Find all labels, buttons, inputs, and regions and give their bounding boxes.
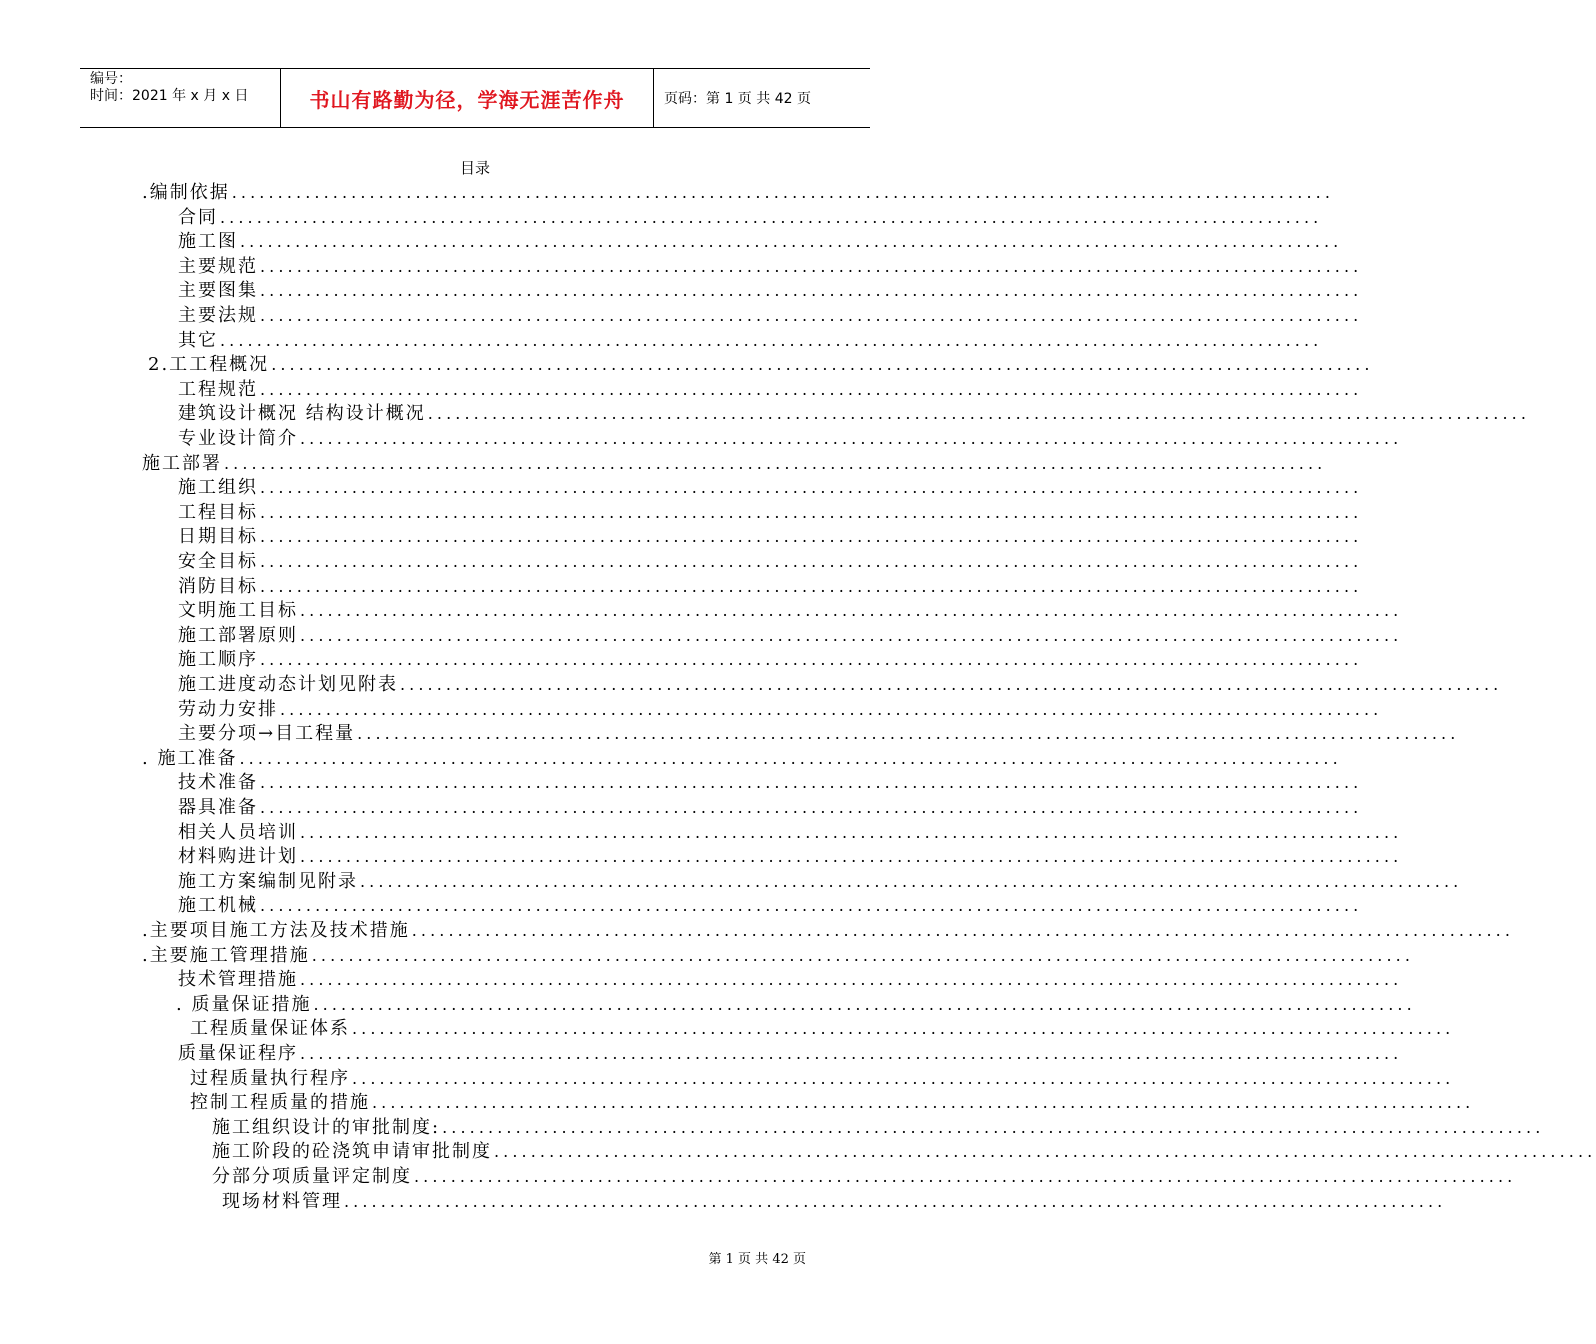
toc-entry[interactable] xyxy=(142,180,1335,205)
toc-dot-leader: ........................................................................................................................ xyxy=(260,650,1363,670)
toc-entry[interactable] xyxy=(178,475,1363,500)
toc-entry[interactable] xyxy=(212,1115,1545,1140)
toc-dot-leader: ........................................................................................................................ xyxy=(260,478,1363,498)
toc-dot-leader: ........................................................................................................................ xyxy=(260,576,1363,596)
toc-entry-label: 质量保证程序 xyxy=(178,1043,298,1064)
toc-dot-leader: ........................................................................................................................ xyxy=(360,871,1463,891)
header-meta xyxy=(80,69,281,127)
toc-dot-leader: ........................................................................................................................ xyxy=(411,921,1515,940)
toc-entry[interactable] xyxy=(178,303,1363,328)
toc-entry-label: 主要法规 xyxy=(178,305,258,326)
toc-entry-label: 建筑设计概况 结构设计概况 xyxy=(178,403,426,425)
toc-entry-label: 主要规范 xyxy=(178,255,258,277)
toc-dot-leader: ........................................................................................................................ xyxy=(442,1117,1545,1137)
toc-dot-leader: ........................................................................................................................ xyxy=(300,625,1403,645)
toc-entry-label: 施工组织设计的审批制度: xyxy=(212,1116,441,1138)
toc-entry[interactable] xyxy=(178,844,1403,869)
header-motto: 书山有路勤为径，学海无涯苦作舟 xyxy=(281,69,654,127)
toc-title: 目录 xyxy=(459,159,490,177)
toc-dot-leader: ........................................................................................................................ xyxy=(260,306,1363,325)
toc-entry-label: .主要项目施工方法及技术措施 xyxy=(142,920,410,941)
toc-dot-leader: ........................................................................................................................ xyxy=(260,896,1363,916)
toc-entry-label: 安全目标 xyxy=(178,551,258,572)
toc-entry[interactable] xyxy=(178,500,1363,525)
toc-dot-leader: ........................................................................................................................ xyxy=(494,1142,1596,1162)
toc-dot-leader: ........................................................................................................................ xyxy=(344,1191,1447,1211)
toc-entry-label: 技术准备 xyxy=(178,772,258,794)
toc-dot-leader: ........................................................................................................................ xyxy=(352,1068,1455,1088)
toc-entry-label: 主要图集 xyxy=(178,280,258,302)
toc-dot-leader: ........................................................................................................................ xyxy=(224,453,1327,473)
toc-entry-label: 主要分项→目工程量 xyxy=(178,723,356,745)
toc-dot-leader: ........................................................................................................................ xyxy=(260,552,1363,571)
toc-entry-label: .主要施工管理措施 xyxy=(142,944,310,966)
toc-entry-label: 器具准备 xyxy=(178,797,258,818)
toc-entry[interactable] xyxy=(178,672,1503,697)
toc-entry-label: 施工部署 xyxy=(142,452,222,474)
toc-dot-leader: ........................................................................................................................ xyxy=(300,601,1403,621)
toc-dot-leader: ........................................................................................................................ xyxy=(300,822,1403,842)
toc-dot-leader: ........................................................................................................................ xyxy=(300,847,1403,867)
toc-entry-label: 文明施工目标 xyxy=(178,600,298,622)
toc-entry[interactable] xyxy=(178,278,1363,303)
toc-dot-leader: ........................................................................................................................ xyxy=(300,970,1403,990)
toc-entry[interactable] xyxy=(178,1041,1403,1066)
toc-entry[interactable] xyxy=(190,1090,1475,1115)
toc-entry[interactable] xyxy=(190,1066,1455,1091)
toc-dot-leader: ........................................................................................................................ xyxy=(300,429,1403,448)
toc-entry[interactable] xyxy=(142,746,1342,771)
toc-entry[interactable] xyxy=(222,1189,1447,1214)
toc-dot-leader: ........................................................................................................................ xyxy=(239,748,1342,768)
toc-entry-label: 消防目标 xyxy=(178,575,258,597)
toc-dot-leader: ........................................................................................................................ xyxy=(231,183,1335,202)
toc-dot-leader: ........................................................................................................................ xyxy=(271,355,1374,375)
number-label: 编号： xyxy=(90,71,132,87)
toc-dot-leader: ........................................................................................................................ xyxy=(260,798,1363,817)
toc-entry-label: 施工机械 xyxy=(178,895,258,917)
toc-entry[interactable] xyxy=(178,967,1403,992)
toc-dot-leader: ........................................................................................................................ xyxy=(260,773,1363,793)
toc-dot-leader: ........................................................................................................................ xyxy=(220,207,1323,227)
toc-entry-label: 施工顺序 xyxy=(178,649,258,671)
toc-entry[interactable] xyxy=(178,377,1363,402)
toc-entry-label: 施工方案编制见附录 xyxy=(178,870,358,892)
toc-entry-label: 合同 xyxy=(178,206,218,228)
toc-dot-leader: ........................................................................................................................ xyxy=(313,994,1416,1014)
header-page-label: 页码：第 1 页 共 42 页 xyxy=(664,91,811,107)
toc-dot-leader: ........................................................................................................................ xyxy=(414,1167,1517,1186)
toc-entry[interactable] xyxy=(178,820,1403,845)
toc-dot-leader: ........................................................................................................................ xyxy=(260,281,1363,301)
toc-entry-label: 工程质量保证体系 xyxy=(190,1018,350,1040)
toc-entry-label: 控制工程质量的措施 xyxy=(190,1092,370,1114)
toc-dot-leader: ........................................................................................................................ xyxy=(260,527,1363,547)
toc-entry[interactable] xyxy=(178,697,1383,722)
toc-entry[interactable] xyxy=(178,205,1323,230)
toc-entry-label: 相关人员培训 xyxy=(178,821,298,843)
toc-entry[interactable] xyxy=(178,721,1460,746)
toc-entry[interactable] xyxy=(142,451,1327,476)
toc-entry-label: 专业设计简介 xyxy=(178,428,298,449)
toc-entry[interactable] xyxy=(178,598,1403,623)
time-label: 时间：2021 年 x 月 x 日 xyxy=(90,88,249,104)
toc-dot-leader: ........................................................................................................................ xyxy=(260,379,1363,399)
toc-entry-label: .编制依据 xyxy=(142,182,230,203)
toc-entry-label: 施工进度动态计划见附表 xyxy=(178,674,398,695)
toc-entry[interactable] xyxy=(142,918,1515,943)
toc-entry[interactable] xyxy=(178,623,1403,648)
toc-entry-label: 2.工工程概况 xyxy=(148,354,270,376)
toc-dot-leader: ........................................................................................................................ xyxy=(240,232,1343,252)
toc-entry[interactable] xyxy=(190,1016,1455,1041)
toc-entry[interactable] xyxy=(212,1164,1517,1189)
toc-entry[interactable] xyxy=(178,795,1363,820)
toc-entry[interactable] xyxy=(178,524,1363,549)
toc-entry-label: 其它 xyxy=(178,329,218,351)
toc-entry-label: 施工部署原则 xyxy=(178,624,298,646)
toc-dot-leader: ........................................................................................................................ xyxy=(372,1093,1475,1113)
toc-dot-leader: ........................................................................................................................ xyxy=(357,724,1460,744)
toc-entry[interactable] xyxy=(178,770,1363,795)
toc-entry-label: 技术管理措施 xyxy=(178,969,298,991)
toc-entry-label: 分部分项质量评定制度 xyxy=(212,1166,412,1187)
toc-entry[interactable] xyxy=(178,401,1531,426)
toc-entry-label: . 施工准备 xyxy=(142,747,238,769)
toc-dot-leader: ........................................................................................................................ xyxy=(300,1044,1403,1063)
toc-dot-leader: ........................................................................................................................ xyxy=(352,1019,1455,1039)
toc-entry[interactable] xyxy=(178,869,1463,894)
toc-entry[interactable] xyxy=(176,992,1416,1017)
toc-entry[interactable] xyxy=(178,254,1363,279)
toc-entry-label: 施工阶段的砼浇筑申请审批制度 xyxy=(212,1141,492,1163)
toc-entry[interactable] xyxy=(178,426,1403,451)
toc-entry[interactable] xyxy=(142,943,1415,968)
toc-dot-leader: ........................................................................................................................ xyxy=(400,675,1503,694)
page-footer: 第 1 页 共 42 页 xyxy=(708,1252,806,1267)
toc-entry-label: 施工图 xyxy=(178,231,238,253)
toc-entry-label: 材料购进计划 xyxy=(178,846,298,868)
toc-entry-label: . 质量保证措施 xyxy=(176,993,312,1015)
toc-entry-label: 现场材料管理 xyxy=(222,1190,342,1212)
toc-dot-leader: ........................................................................................................................ xyxy=(260,256,1363,276)
toc-entry-label: 工程目标 xyxy=(178,501,258,523)
toc-entry-label: 日期目标 xyxy=(178,526,258,548)
toc-dot-leader: ........................................................................................................................ xyxy=(311,945,1415,965)
toc-entry-label: 工程规范 xyxy=(178,378,258,400)
toc-entry[interactable] xyxy=(178,893,1363,918)
toc-entry[interactable] xyxy=(178,229,1343,254)
toc-dot-leader: ........................................................................................................................ xyxy=(260,502,1363,522)
toc-entry[interactable] xyxy=(178,647,1363,672)
toc-entry[interactable] xyxy=(212,1139,1596,1164)
toc-entry-label: 过程质量执行程序 xyxy=(190,1067,350,1089)
toc-entry[interactable] xyxy=(178,574,1363,599)
toc-entry[interactable] xyxy=(148,352,1374,377)
toc-dot-leader: ........................................................................................................................ xyxy=(427,404,1531,424)
toc-entry-label: 劳动力安排 xyxy=(178,698,278,720)
toc-entry-label: 施工组织 xyxy=(178,477,258,499)
toc-entry[interactable] xyxy=(178,549,1363,574)
toc-dot-leader: ........................................................................................................................ xyxy=(280,699,1383,719)
toc-dot-leader: ........................................................................................................................ xyxy=(220,330,1323,350)
toc-entry[interactable] xyxy=(178,328,1323,353)
page-header xyxy=(80,68,870,128)
